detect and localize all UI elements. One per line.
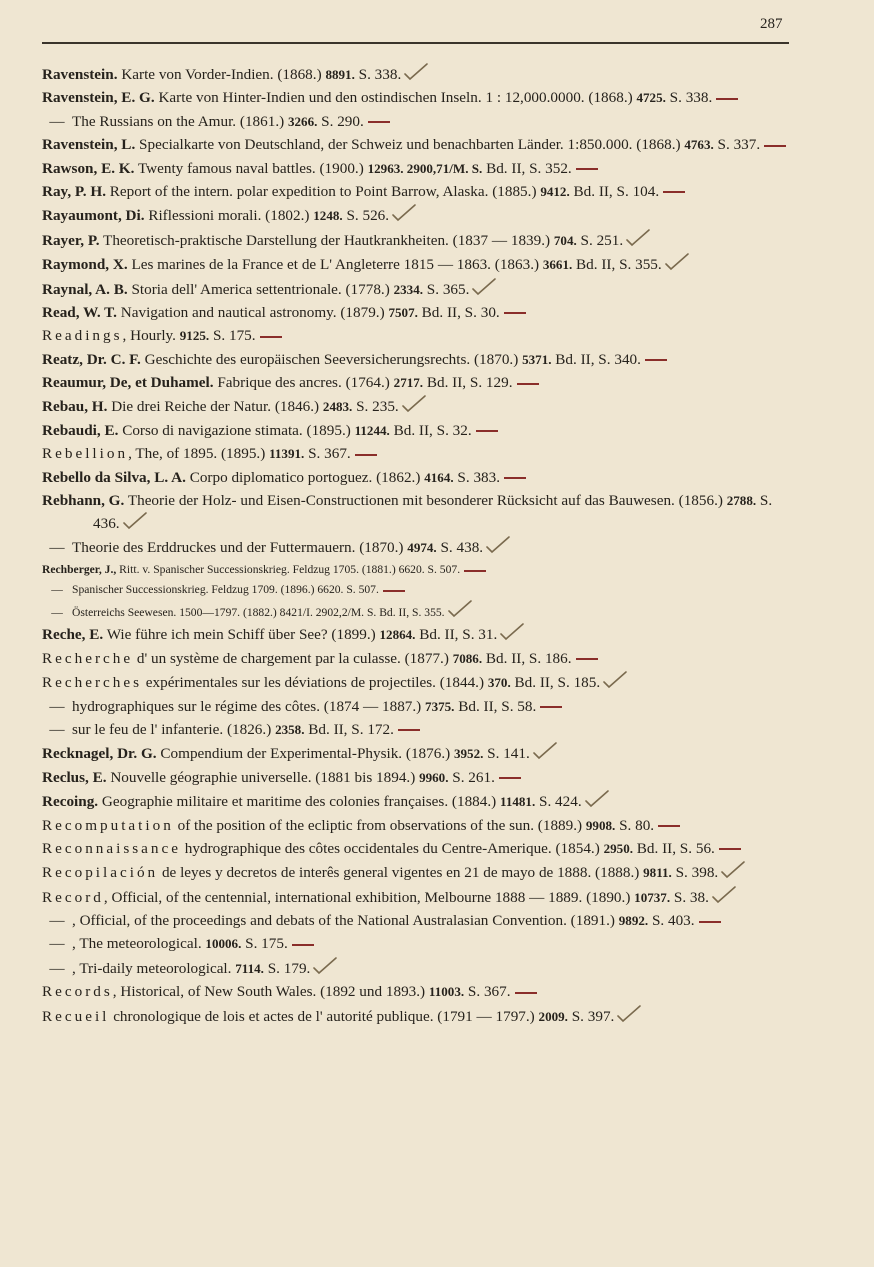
- entry-reference: Bd. II, S. 129.: [423, 374, 513, 392]
- entry-reference: Bd. II, S. 30.: [417, 303, 500, 321]
- entry-title: sur le feu de l' infanterie. (1826.): [72, 720, 276, 738]
- checkmark-icon: [391, 204, 417, 222]
- dash-mark-icon: [719, 848, 741, 850]
- entry-title: , Official, of the proceedings and debats of the National Australasian Convention. (1891.): [72, 912, 619, 930]
- catalog-entry: [42, 229, 802, 252]
- catalog-entry: [42, 696, 802, 718]
- catalog-entry: [42, 490, 802, 534]
- entry-keyword: Reconnaissance: [42, 839, 181, 857]
- entry-number: 2483.: [322, 399, 353, 415]
- checkmark-icon: [499, 623, 525, 641]
- catalog-entry: [42, 910, 802, 932]
- entry-author: Rebello da Silva, L. A.: [42, 468, 186, 486]
- entry-author: Reaumur, De, et Duhamel.: [42, 374, 214, 392]
- ditto-dash: —: [51, 583, 63, 597]
- entry-reference: S. 290.: [317, 112, 364, 130]
- entry-reference: Bd. II, S. 56.: [632, 839, 715, 857]
- catalog-entry: [42, 719, 802, 741]
- checkmark-icon: [602, 671, 628, 689]
- entry-title: The Russians on the Amur. (1861.): [72, 112, 288, 130]
- catalog-entry: [42, 111, 802, 133]
- checkmark-icon: [401, 395, 427, 413]
- dash-mark-icon: [383, 590, 405, 592]
- entry-author: Reche, E.: [42, 626, 104, 644]
- entry-reference: S. 338.: [665, 89, 713, 107]
- entry-title: Österreichs Seewesen. 1500—1797. (1882.) 8421/I. 2902,2/M. S. Bd. II, S. 355.: [72, 606, 445, 620]
- dash-mark-icon: [699, 921, 721, 923]
- entry-reference: S. 80.: [615, 816, 655, 834]
- checkmark-icon: [664, 253, 690, 271]
- catalog-entries: [42, 63, 802, 1029]
- checkmark-icon: [447, 600, 473, 618]
- entry-reference: S. 403.: [648, 912, 695, 930]
- entry-reference: S. 179.: [263, 959, 311, 977]
- entry-author: Raynal, A. B.: [42, 280, 128, 298]
- entry-title: Geschichte des europäischen Seeversicherungsrechts. (1870.): [140, 350, 523, 368]
- entry-reference: S. 175.: [209, 327, 256, 345]
- entry-reference: S. 436.: [93, 492, 773, 532]
- entry-reference: Bd. II, S. 31.: [415, 626, 498, 644]
- ditto-dash: —: [49, 912, 65, 930]
- entry-number: 370.: [487, 675, 511, 691]
- entry-number: 11481.: [500, 794, 536, 810]
- catalog-entry: [42, 467, 802, 489]
- dash-mark-icon: [292, 944, 314, 946]
- entry-author: Rayer, P.: [42, 231, 100, 249]
- catalog-entry: [42, 181, 802, 203]
- dash-mark-icon: [260, 336, 282, 338]
- dash-mark-icon: [515, 992, 537, 994]
- entry-title: Specialkarte von Deutschland, der Schweiz und benachbarten Länder. 1:850.000. (1868.): [135, 136, 685, 154]
- dash-mark-icon: [540, 706, 562, 708]
- entry-reference: S. 526.: [342, 207, 390, 225]
- entry-keyword: Rebellion: [42, 445, 129, 463]
- dash-mark-icon: [658, 825, 680, 827]
- entry-keyword: Record: [42, 888, 104, 906]
- entry-number: 7114.: [235, 960, 264, 976]
- catalog-entry: [42, 278, 802, 301]
- entry-number: 9908.: [585, 817, 616, 833]
- ditto-dash: —: [49, 959, 65, 977]
- entry-title: Les marines de la France et de L' Angleterre 1815 — 1863. (1863.): [127, 256, 543, 274]
- entry-title: Navigation and nautical astronomy. (1879.): [116, 303, 389, 321]
- entry-reference: Bd. II, S. 58.: [454, 697, 537, 715]
- entry-title: Karte von Hinter-Indien und den ostindischen Inseln. 1 : 12,000.0000. (1868.): [154, 89, 637, 107]
- dash-mark-icon: [355, 454, 377, 456]
- entry-title: Ritt. v. Spanischer Successionskrieg. Feldzug 1705. (1881.) 6620. S. 507.: [116, 563, 461, 577]
- entry-reference: Bd. II, S. 104.: [569, 182, 660, 200]
- entry-title: Corpo diplomatico portoguez. (1862.): [185, 468, 425, 486]
- catalog-entry: [42, 981, 802, 1003]
- ditto-dash: —: [49, 697, 65, 715]
- entry-reference: S. 337.: [713, 136, 761, 154]
- entry-title: , The meteorological.: [72, 935, 206, 953]
- dash-mark-icon: [716, 98, 738, 100]
- entry-reference: Bd. II, S. 355.: [572, 256, 662, 274]
- ditto-dash: —: [51, 606, 63, 620]
- entry-title: d' un système de chargement par la culasse. (1877.): [133, 649, 453, 667]
- entry-number: 11244.: [354, 422, 390, 438]
- entry-number: 2717.: [393, 375, 424, 391]
- entry-title: Spanischer Successionskrieg. Feldzug 1709. (1896.) 6620. S. 507.: [72, 583, 379, 597]
- entry-number: 9892.: [618, 913, 649, 929]
- entry-reference: S. 338.: [354, 66, 402, 83]
- catalog-entry: [42, 63, 802, 86]
- entry-reference: S. 397.: [567, 1007, 615, 1025]
- entry-title: Storia dell' America settentrionale. (1778.): [127, 280, 394, 298]
- entry-number: 12963. 2900,71/M. S.: [367, 160, 483, 176]
- catalog-entry: [42, 742, 802, 765]
- catalog-entry: [42, 623, 802, 646]
- entry-author: Recoing.: [42, 793, 99, 811]
- entry-title: Wie führe ich mein Schiff über See? (1899.): [103, 626, 380, 644]
- entry-number: 4763.: [684, 137, 714, 153]
- entry-reference: Bd. II, S. 352.: [482, 159, 572, 177]
- entry-title: hydrographiques sur le régime des côtes. (1874 — 1887.): [72, 697, 426, 715]
- entry-number: 4974.: [407, 540, 437, 556]
- entry-number: 5371.: [522, 351, 552, 367]
- entry-author: Recknagel, Dr. G.: [42, 745, 157, 763]
- entry-number: 8891.: [325, 67, 355, 82]
- entry-keyword: Recopilación: [42, 864, 159, 882]
- entry-title: Riflessioni morali. (1802.): [144, 207, 314, 225]
- entry-title: , Hourly.: [122, 327, 180, 345]
- entry-author: Rechberger, J.,: [42, 563, 117, 577]
- entry-number: 2009.: [538, 1008, 568, 1024]
- entry-number: 3266.: [287, 113, 318, 129]
- entry-reference: S. 141.: [483, 745, 530, 763]
- entry-reference: Bd. II, S. 340.: [551, 350, 641, 368]
- checkmark-icon: [584, 790, 610, 808]
- catalog-entry: [42, 560, 802, 579]
- checkmark-icon: [471, 278, 497, 296]
- entry-number: 4164.: [424, 469, 454, 485]
- checkmark-icon: [711, 886, 737, 904]
- catalog-entry: [42, 87, 802, 109]
- entry-author: Rebau, H.: [42, 398, 108, 416]
- catalog-entry: [42, 420, 802, 442]
- checkmark-icon: [720, 861, 746, 879]
- catalog-entry: [42, 372, 802, 394]
- catalog-entry: [42, 861, 802, 884]
- entry-title: Nouvelle géographie universelle. (1881 bis 1894.): [106, 768, 420, 786]
- entry-author: Ray, P. H.: [42, 182, 106, 200]
- entry-keyword: Readings: [42, 327, 123, 345]
- entry-number: 11003.: [428, 984, 465, 1000]
- header-rule: [42, 42, 789, 44]
- dash-mark-icon: [576, 168, 598, 170]
- checkmark-icon: [625, 229, 651, 247]
- entry-title: Theorie des Erddruckes und der Futtermauern. (1870.): [72, 539, 408, 557]
- entry-number: 10006.: [205, 936, 242, 952]
- checkmark-icon: [532, 742, 558, 760]
- catalog-entry: [42, 648, 802, 670]
- catalog-entry: [42, 349, 802, 371]
- entry-title: Corso di navigazione stimata. (1895.): [118, 421, 355, 439]
- entry-reference: S. 261.: [448, 768, 495, 786]
- dash-mark-icon: [517, 383, 539, 385]
- entry-title: expérimentales sur les déviations de projectiles. (1844.): [142, 674, 488, 692]
- catalog-entry: [42, 253, 802, 276]
- catalog-entry: [42, 204, 802, 227]
- checkmark-icon: [312, 957, 338, 975]
- entry-title: chronologique de lois et actes de l' autorité publique. (1791 — 1797.): [109, 1007, 539, 1025]
- dash-mark-icon: [663, 191, 685, 193]
- entry-number: 7086.: [452, 650, 483, 666]
- entry-reference: S. 367.: [464, 983, 511, 1001]
- entry-author: Ravenstein, E. G.: [42, 89, 155, 107]
- catalog-entry: [42, 790, 802, 813]
- catalog-entry: [42, 134, 802, 156]
- entry-title: Report of the intern. polar expedition to Point Barrow, Alaska. (1885.): [106, 182, 541, 200]
- entry-reference: S. 438.: [436, 539, 484, 557]
- entry-number: 11391.: [269, 446, 305, 462]
- entry-number: 2334.: [393, 281, 423, 297]
- catalog-entry: [42, 838, 802, 860]
- catalog-entry: [42, 1005, 802, 1028]
- entry-number: 4725.: [636, 90, 666, 106]
- checkmark-icon: [616, 1005, 642, 1023]
- entry-reference: Bd. II, S. 186.: [482, 649, 572, 667]
- entry-title: Geographie militaire et maritime des colonies françaises. (1884.): [98, 793, 501, 811]
- entry-number: 12864.: [379, 627, 416, 643]
- catalog-entry: [42, 886, 802, 909]
- ditto-dash: —: [49, 720, 65, 738]
- entry-reference: S. 398.: [671, 864, 719, 882]
- catalog-entry: [42, 600, 802, 622]
- catalog-entry: [42, 957, 802, 980]
- entry-author: Rawson, E. K.: [42, 159, 135, 177]
- entry-author: Raymond, X.: [42, 256, 128, 274]
- entry-reference: S. 175.: [241, 935, 288, 953]
- catalog-entry: [42, 580, 802, 599]
- entry-title: , Historical, of New South Wales. (1892 und 1893.): [112, 983, 429, 1001]
- entry-author: Reatz, Dr. C. F.: [42, 350, 141, 368]
- entry-author: Rebaudi, E.: [42, 421, 119, 439]
- catalog-entry: [42, 671, 802, 694]
- ditto-dash: —: [49, 112, 65, 130]
- entry-number: 7375.: [425, 698, 455, 714]
- catalog-entry: [42, 325, 802, 347]
- entry-reference: S. 367.: [304, 445, 351, 463]
- entry-title: Theoretisch-praktische Darstellung der Hautkrankheiten. (1837 — 1839.): [99, 231, 554, 249]
- entry-author: Ravenstein.: [42, 66, 118, 83]
- dash-mark-icon: [368, 121, 390, 123]
- entry-title: hydrographique des côtes occidentales du Centre-Amerique. (1854.): [181, 839, 604, 857]
- entry-number: 3952.: [453, 746, 484, 762]
- dash-mark-icon: [499, 777, 521, 779]
- entry-title: Karte von Vorder-Indien. (1868.): [117, 66, 326, 83]
- entry-number: 704.: [553, 232, 577, 248]
- entry-reference: S. 424.: [535, 793, 582, 811]
- entry-title: Theorie der Holz- und Eisen-Constructionen mit besonderer Rücksicht auf das Bauwesen. (1856.): [124, 492, 727, 510]
- entry-number: 9125.: [179, 328, 210, 344]
- checkmark-icon: [485, 536, 511, 554]
- entry-reference: Bd. II, S. 172.: [304, 720, 394, 738]
- entry-number: 9960.: [419, 769, 449, 785]
- entry-number: 9412.: [540, 183, 570, 199]
- catalog-entry: [42, 395, 802, 418]
- entry-author: Ravenstein, L.: [42, 136, 136, 154]
- ditto-dash: —: [49, 935, 65, 953]
- entry-keyword: Recueil: [42, 1007, 110, 1025]
- entry-author: Reclus, E.: [42, 768, 107, 786]
- catalog-entry: [42, 158, 802, 180]
- catalog-entry: [42, 933, 802, 955]
- catalog-entry: [42, 443, 802, 465]
- entry-author: Read, W. T.: [42, 303, 117, 321]
- entry-keyword: Recherches: [42, 674, 142, 692]
- entry-keyword: Recherche: [42, 649, 134, 667]
- ditto-dash: —: [49, 539, 65, 557]
- entry-number: 2788.: [726, 493, 757, 509]
- dash-mark-icon: [764, 145, 786, 147]
- entry-title: de leyes y decretos de interês general vigentes en 21 de mayo de 1888. (1888.): [158, 864, 644, 882]
- catalog-entry: [42, 302, 802, 324]
- entry-number: 10737.: [634, 889, 671, 905]
- entry-reference: S. 365.: [422, 280, 470, 298]
- entry-reference: S. 38.: [670, 888, 709, 906]
- entry-title: , Tri-daily meteorological.: [72, 959, 236, 977]
- entry-keyword: Recomputation: [42, 816, 174, 834]
- entry-title: Compendium der Experimental-Physik. (1876.): [156, 745, 454, 763]
- catalog-entry: [42, 815, 802, 837]
- checkmark-icon: [403, 63, 429, 81]
- entry-keyword: Records: [42, 983, 113, 1001]
- entry-reference: Bd. II, S. 32.: [389, 421, 472, 439]
- entry-number: 2950.: [603, 840, 633, 856]
- entry-number: 1248.: [313, 208, 343, 224]
- dash-mark-icon: [504, 477, 526, 479]
- page-number: 287: [760, 16, 783, 32]
- entry-title: of the position of the ecliptic from observations of the sun. (1889.): [173, 816, 586, 834]
- dash-mark-icon: [576, 658, 598, 660]
- entry-number: 9811.: [643, 865, 672, 881]
- dash-mark-icon: [464, 570, 486, 572]
- entry-reference: S. 383.: [453, 468, 501, 486]
- entry-title: , Official, of the centennial, international exhibition, Melbourne 1888 — 1889. (1890.): [103, 888, 635, 906]
- entry-number: 3661.: [542, 257, 573, 273]
- entry-title: , The, of 1895. (1895.): [128, 445, 270, 463]
- dash-mark-icon: [504, 312, 526, 314]
- catalog-entry: [42, 536, 802, 559]
- entry-title: Die drei Reiche der Natur. (1846.): [107, 398, 323, 416]
- entry-author: Rebhann, G.: [42, 492, 125, 510]
- entry-number: 2358.: [275, 721, 305, 737]
- dash-mark-icon: [645, 359, 667, 361]
- dash-mark-icon: [476, 430, 498, 432]
- entry-author: Rayaumont, Di.: [42, 207, 145, 225]
- entry-title: Twenty famous naval battles. (1900.): [134, 159, 368, 177]
- dash-mark-icon: [398, 729, 420, 731]
- entry-title: Fabrique des ancres. (1764.): [213, 374, 394, 392]
- entry-reference: S. 251.: [576, 231, 624, 249]
- entry-reference: Bd. II, S. 185.: [510, 674, 601, 692]
- checkmark-icon: [122, 512, 148, 530]
- entry-number: 7507.: [388, 304, 418, 320]
- catalog-entry: [42, 767, 802, 789]
- entry-reference: S. 235.: [352, 398, 399, 416]
